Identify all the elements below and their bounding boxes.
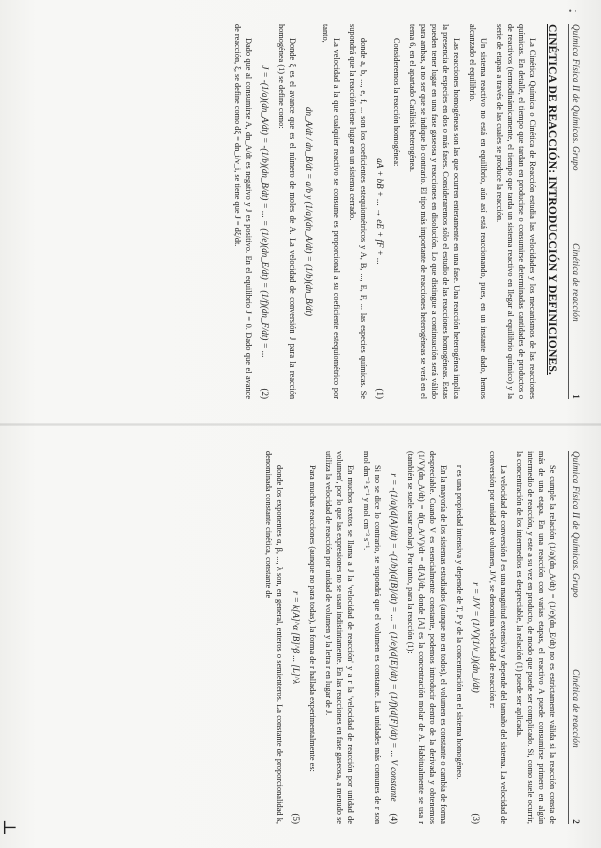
paragraph: Un sistema reactivo no está en equilibrio, aún así está reaccionando, pues, en un instante dado, hemos alcanzado el equilibrio.: [468, 24, 488, 399]
equation-text: aA + bB + ... → eE + fF + ...: [375, 158, 385, 265]
page-number: 1: [571, 394, 581, 399]
running-head: [568, 24, 581, 399]
page-1: [0, 0, 601, 423]
paragraph: donde los exponentes α, β, ..., λ son, en general, enteros o semienteros. La constante de proporcionalidad k, denominada constante cinética, constante de: [264, 451, 284, 824]
paragraph: La Cinética Química o Cinética de Reacción estudia las velocidades y los mecanismos de las reacciones químicas. En detalle, el tiempo que tardan en producirse o consumirse determinadas cantidades de productos o de reactivos (termodinámicamente, el tiempo que tarda un sistema reactivo en llegar al equilibrio químico) y la serie de etapas a través de las cuales se produce la reacción.: [495, 24, 537, 399]
paragraph: Dado que al consumirse A, dn_A/dt es negativo y J es positivo. En el equilibrio J = 0. Dado que el avance de reacción, ξ, se define como dξ = dn_i/ν_i, se tiene que J = dξ/dt.: [233, 24, 253, 399]
paragraph: En muchos textos se llama a J la 'velocidad de reacción' y a r la 'velocidad de reacción por unidad de volumen', por lo que las expresiones no se usan indistintamente. En las reacciones en fase gaseosa, a menudo se utiliza la velocidad de reacción por unidad de volumen y la letra r en lugar de J.: [324, 451, 355, 824]
paragraph: r es una propiedad intensiva y depende de T, P y de la concentración en el sistema homogéneo.: [455, 465, 464, 780]
paragraph: donde a, b, ..., e, f, ... son los coeficientes estequiométricos y A, B, ..., E, F, ... las especies químicas. Se supondrá que la reacción tiene lugar en un sistema cerrado.: [348, 24, 368, 399]
paragraph: Donde ξ es el avance que es el número de moles de A. La velocidad de conversión J para la reacción homogénea (1) se define como:: [277, 24, 297, 399]
running-head-right: Cinética de reacción: [571, 243, 581, 322]
paragraph: Si no se dice lo contrario, se supondrá que el volumen es constante. Las unidades más comunes de r son mol dm⁻³ s⁻¹ y mol cm⁻³ s⁻¹.: [362, 451, 382, 824]
equation-3: [260, 24, 270, 399]
running-head-right: Cinética de reacción: [571, 669, 581, 748]
page-2: [0, 427, 601, 848]
page-gutter: [0, 423, 601, 426]
equation-6: [291, 451, 301, 824]
equation-text: J = -(1/a)(dn_A/dt) = -(1/b)(dn_B/dt) = ... = (1/e)(dn_E/dt) = (1/f)(dn_F/dt) = ...: [260, 65, 270, 358]
equation-number: (3): [471, 813, 481, 824]
equation-text: r = k[A]^α [B]^β ... [L]^λ: [291, 590, 301, 685]
equation-text: r = J/V = (1/V)(1/ν_i)(dn_i/dt): [471, 582, 481, 693]
scan-mark: • ·: [568, 6, 577, 16]
equation-number: (2): [260, 388, 270, 399]
equation-number: (4): [389, 813, 399, 824]
running-head-left: Química Física II de Químicas. Grupo: [571, 24, 581, 171]
running-head: [568, 451, 581, 824]
equation-number: (1): [375, 388, 385, 399]
page-number: 2: [571, 819, 581, 824]
paragraph: La velocidad a la que cualquier reactivo se consume es proporcional a su coeficiente estequiométrico por tanto,: [321, 24, 341, 399]
equation-4: [471, 451, 481, 824]
paragraph: Se cumple la relación (1/a)(dn_A/dt) = (1/e)(dn_E/dt) no es estrictamente válida si la reacción consta de más de una etapa. En una reacción con varias etapas, el reactivo A puede consumirse primero en algún intermedio de reacción, y este a su vez en producto, de modo que puede ser complicado. Si, como suele ocurrir, la concentración de los intermedios es despreciable, la relación (1) puede ser aplicada.: [515, 451, 557, 824]
paragraph: Las reacciones homogéneas son las que ocurren enteramente en una fase. Una reacción heterogénea implica la presencia de especies en dos o más fases. Consideraremos sólo el estudio de las reacciones homogéneas. Estas pueden tener lugar en una fase gaseosa y reacciones en disolución. Lo que distingue a continuación será válido para ambas, a no ser que se indique lo contrario. El tipo más importante de reacciones heterogéneas se verá en el tema 6, en el apartado Catálisis heterogénea.: [408, 24, 461, 399]
paragraph: Para muchas reacciones (aunque no para todas), la forma de r hallada experimentalmente es:: [308, 465, 317, 772]
equation-2: [304, 24, 314, 399]
paragraph: Consideremos la reacción homogénea:: [392, 38, 401, 167]
section-title: CINÉTICA DE REACCIÓN: INTRODUCCIÓN Y DEFINICIONES.: [546, 24, 558, 375]
equation-1: [375, 24, 385, 399]
equation-5: [389, 451, 399, 824]
equation-text: dn_A/dt / dn_B/dt = a/b y (1/a)(dn_A/dt) = (1/b)(dn_B/dt): [304, 106, 314, 317]
paragraph: En la mayoría de los sistemas estudiados (aunque no en todos), el volumen es constante o cambia de forma despreciable. Cuando V es esencialmente constante, podemos introducir dentro de la derivada y obtenemos (1/V)(dn_A/dt) = d(n_A/V)/dt = d[A]/dt, donde [A] es la concentración molar de A. Habitualmente se usa r (también se suele usar molar). Por tanto, para la reacción (1):: [406, 451, 448, 824]
equation-text: r = -(1/a)(d[A]/dt) = -(1/b)(d[B]/dt) = ... = (1/e)(d[E]/dt) = (1/f)(d[F]/dt) = ... V constante: [389, 473, 399, 802]
binding-mark: ⊢: [2, 818, 18, 838]
equation-number: (5): [291, 813, 301, 824]
paragraph: La velocidad de conversión J es una magnitud extensiva y depende del tamaño del sistema. La velocidad de conversión por unidad de volumen, J/V, se denomina velocidad de reacción r:: [488, 451, 508, 824]
running-head-left: Química Física II de Químicas. Grupo: [571, 451, 581, 598]
